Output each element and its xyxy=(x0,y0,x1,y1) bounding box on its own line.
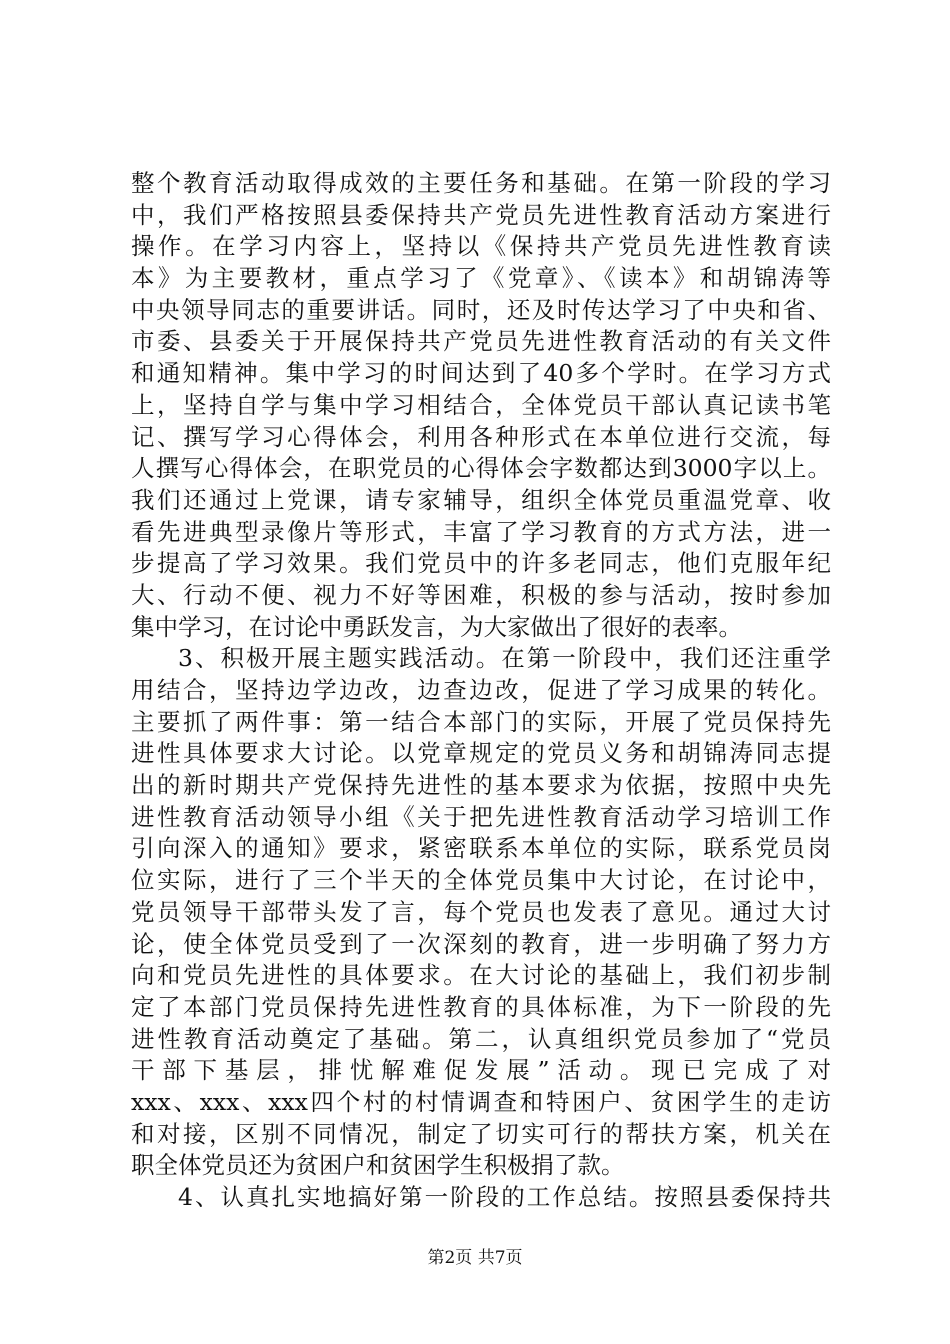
text-line: 中央领导同志的重要讲话。同时，还及时传达学习了中央和省、 xyxy=(131,295,831,324)
text-line: 定了本部门党员保持先进性教育的具体标准，为下一阶段的先 xyxy=(131,992,831,1021)
text-line: 进性具体要求大讨论。以党章规定的党员义务和胡锦涛同志提 xyxy=(131,739,831,768)
text-line: 看先进典型录像片等形式，丰富了学习教育的方式方法，进一 xyxy=(131,517,831,546)
text-line: 4、认真扎实地搞好第一阶段的工作总结。按照县委保持共 xyxy=(178,1183,831,1211)
text-line: 向和党员先进性的具体要求。在大讨论的基础上，我们初步制 xyxy=(131,961,831,990)
text-line: 本》为主要教材，重点学习了《党章》、《读本》和胡锦涛等 xyxy=(131,264,831,293)
text-line: 干部下基层，排忧解难促发展”活动。现已完成了对 xyxy=(131,1056,831,1085)
text-line: 记、撰写学习心得体会，利用各种形式在本单位进行交流，每 xyxy=(131,422,831,451)
text-line: 位实际，进行了三个半天的全体党员集中大讨论，在讨论中， xyxy=(131,866,831,895)
text-line: 引向深入的通知》要求，紧密联系本单位的实际，联系党员岗 xyxy=(131,834,831,863)
page-footer: 第2页 共7页 xyxy=(427,1248,523,1268)
document-body xyxy=(131,168,831,1214)
text-line: 操作。在学习内容上，坚持以《保持共产党员先进性教育读 xyxy=(131,232,831,261)
text-line: 和通知精神。集中学习的时间达到了40多个学时。在学习方式 xyxy=(131,359,831,388)
text-line: 进性教育活动奠定了基础。第二，认真组织党员参加了“党员 xyxy=(131,1024,831,1053)
text-line: 我们还通过上党课，请专家辅导，组织全体党员重温党章、收 xyxy=(131,485,831,514)
text-line: 人撰写心得体会，在职党员的心得体会字数都达到3000字以上。 xyxy=(131,454,831,483)
text-line: 大、行动不便、视力不好等困难，积极的参与活动，按时参加 xyxy=(131,580,831,609)
text-line: 上，坚持自学与集中学习相结合，全体党员干部认真记读书笔 xyxy=(131,390,831,419)
text-line: 职全体党员还为贫困户和贫困学生积极捐了款。 xyxy=(131,1151,625,1180)
text-line: 和对接，区别不同情况，制定了切实可行的帮扶方案，机关在 xyxy=(131,1119,831,1148)
text-line: 论，使全体党员受到了一次深刻的教育，进一步明确了努力方 xyxy=(131,929,831,958)
text-line: 市委、县委关于开展保持共产党员先进性教育活动的有关文件 xyxy=(131,327,831,356)
text-line: xxx、xxx、xxx四个村的村情调查和特困户、贫困学生的走访 xyxy=(131,1087,831,1116)
text-line: 整个教育活动取得成效的主要任务和基础。在第一阶段的学习 xyxy=(131,169,831,197)
text-line: 中，我们严格按照县委保持共产党员先进性教育活动方案进行 xyxy=(131,200,831,229)
text-line: 集中学习，在讨论中勇跃发言，为大家做出了很好的表率。 xyxy=(131,612,742,641)
text-line: 进性教育活动领导小组《关于把先进性教育活动学习培训工作 xyxy=(131,802,831,831)
text-line: 3、积极开展主题实践活动。在第一阶段中，我们还注重学 xyxy=(178,644,831,673)
text-line: 出的新时期共产党保持先进性的基本要求为依据，按照中央先 xyxy=(131,771,831,800)
text-line: 主要抓了两件事：第一结合本部门的实际，开展了党员保持先 xyxy=(131,707,831,736)
text-line: 用结合，坚持边学边改，边查边改，促进了学习成果的转化。 xyxy=(131,676,831,704)
text-line: 步提高了学习效果。我们党员中的许多老同志，他们克服年纪 xyxy=(131,549,831,578)
text-line: 党员领导干部带头发了言，每个党员也发表了意见。通过大讨 xyxy=(131,897,831,926)
